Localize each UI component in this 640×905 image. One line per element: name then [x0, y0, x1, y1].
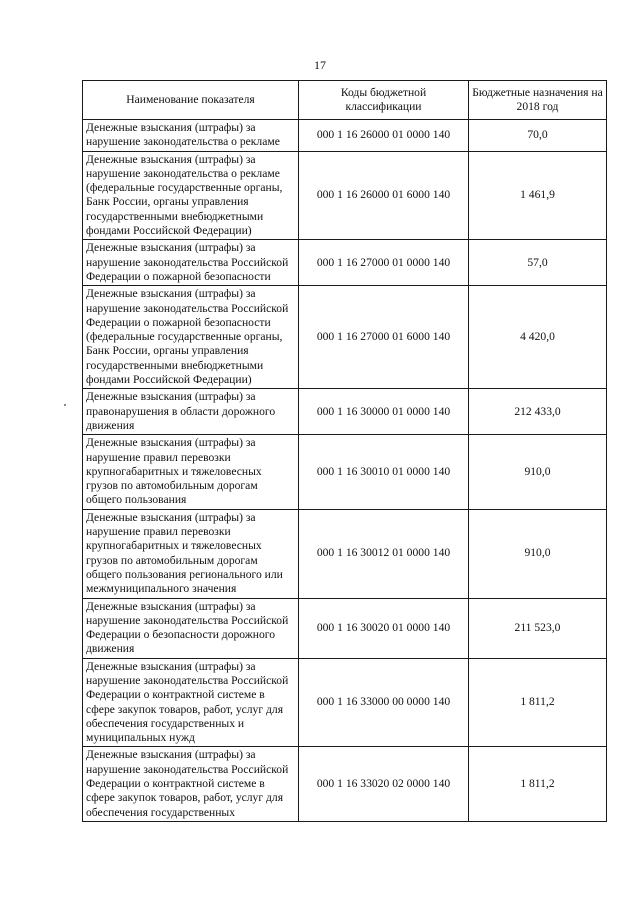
row-code: 000 1 16 33000 00 0000 140: [299, 658, 469, 747]
table-row: [83, 389, 607, 435]
row-code: 000 1 16 27000 01 0000 140: [299, 240, 469, 286]
row-code: 000 1 16 27000 01 6000 140: [299, 286, 469, 389]
row-amount: 4 420,0: [469, 286, 607, 389]
page-number: 17: [314, 58, 326, 72]
row-name: Денежные взыскания (штрафы) за нарушение законодательства Российской Федерации о контрактной системе в сфере закупок товаров, работ, услуг для обеспечения государственных: [83, 747, 299, 821]
table-header-row: [83, 81, 607, 120]
row-code: 000 1 16 33020 02 0000 140: [299, 747, 469, 821]
row-code: 000 1 16 26000 01 6000 140: [299, 151, 469, 240]
row-name: Денежные взыскания (штрафы) за правонарушения в области дорожного движения: [83, 389, 299, 435]
row-name: Денежные взыскания (штрафы) за нарушение законодательства о рекламе: [83, 120, 299, 152]
row-code: 000 1 16 30020 01 0000 140: [299, 598, 469, 658]
row-name: Денежные взыскания (штрафы) за нарушение законодательства о рекламе (федеральные государственные органы, Банк России, органы управления государственными внебюджетными фондами Российской Федерации): [83, 151, 299, 240]
table-row: [83, 747, 607, 821]
table-row: [83, 598, 607, 658]
row-name: Денежные взыскания (штрафы) за нарушение законодательства Российской Федерации о безопасности дорожного движения: [83, 598, 299, 658]
table-row: [83, 120, 607, 152]
table-row: [83, 658, 607, 747]
table-row: [83, 240, 607, 286]
table-row: [83, 286, 607, 389]
row-name: Денежные взыскания (штрафы) за нарушение правил перевозки крупногабаритных и тяжеловесных грузов по автомобильным дорогам общего пользования: [83, 435, 299, 509]
row-name: Денежные взыскания (штрафы) за нарушение законодательства Российской Федерации о пожарной безопасности (федеральные государственные органы, Банк России, органы управления государственными внебюджетными фондами Российской Федерации): [83, 286, 299, 389]
row-amount: 57,0: [469, 240, 607, 286]
header-amount: Бюджетные назначения на 2018 год: [469, 81, 607, 120]
row-amount: 1 811,2: [469, 658, 607, 747]
row-amount: 212 433,0: [469, 389, 607, 435]
row-code: 000 1 16 30000 01 0000 140: [299, 389, 469, 435]
budget-table: [82, 80, 607, 822]
row-amount: 1 461,9: [469, 151, 607, 240]
row-name: Денежные взыскания (штрафы) за нарушение законодательства Российской Федерации о пожарной безопасности: [83, 240, 299, 286]
row-name: Денежные взыскания (штрафы) за нарушение законодательства Российской Федерации о контрактной системе в сфере закупок товаров, работ, услуг для обеспечения государственных и муниципальных нужд: [83, 658, 299, 747]
row-code: 000 1 16 26000 01 0000 140: [299, 120, 469, 152]
row-amount: 70,0: [469, 120, 607, 152]
scan-speck: [64, 404, 66, 406]
row-amount: 1 811,2: [469, 747, 607, 821]
header-code: Коды бюджетной классификации: [299, 81, 469, 120]
table-row: [83, 435, 607, 509]
row-amount: 211 523,0: [469, 598, 607, 658]
table-row: [83, 509, 607, 598]
row-code: 000 1 16 30012 01 0000 140: [299, 509, 469, 598]
table-row: [83, 151, 607, 240]
row-name: Денежные взыскания (штрафы) за нарушение правил перевозки крупногабаритных и тяжеловесных грузов по автомобильным дорогам общего пользования регионального или межмуниципального значения: [83, 509, 299, 598]
row-amount: 910,0: [469, 435, 607, 509]
header-name: Наименование показателя: [83, 81, 299, 120]
row-code: 000 1 16 30010 01 0000 140: [299, 435, 469, 509]
row-amount: 910,0: [469, 509, 607, 598]
